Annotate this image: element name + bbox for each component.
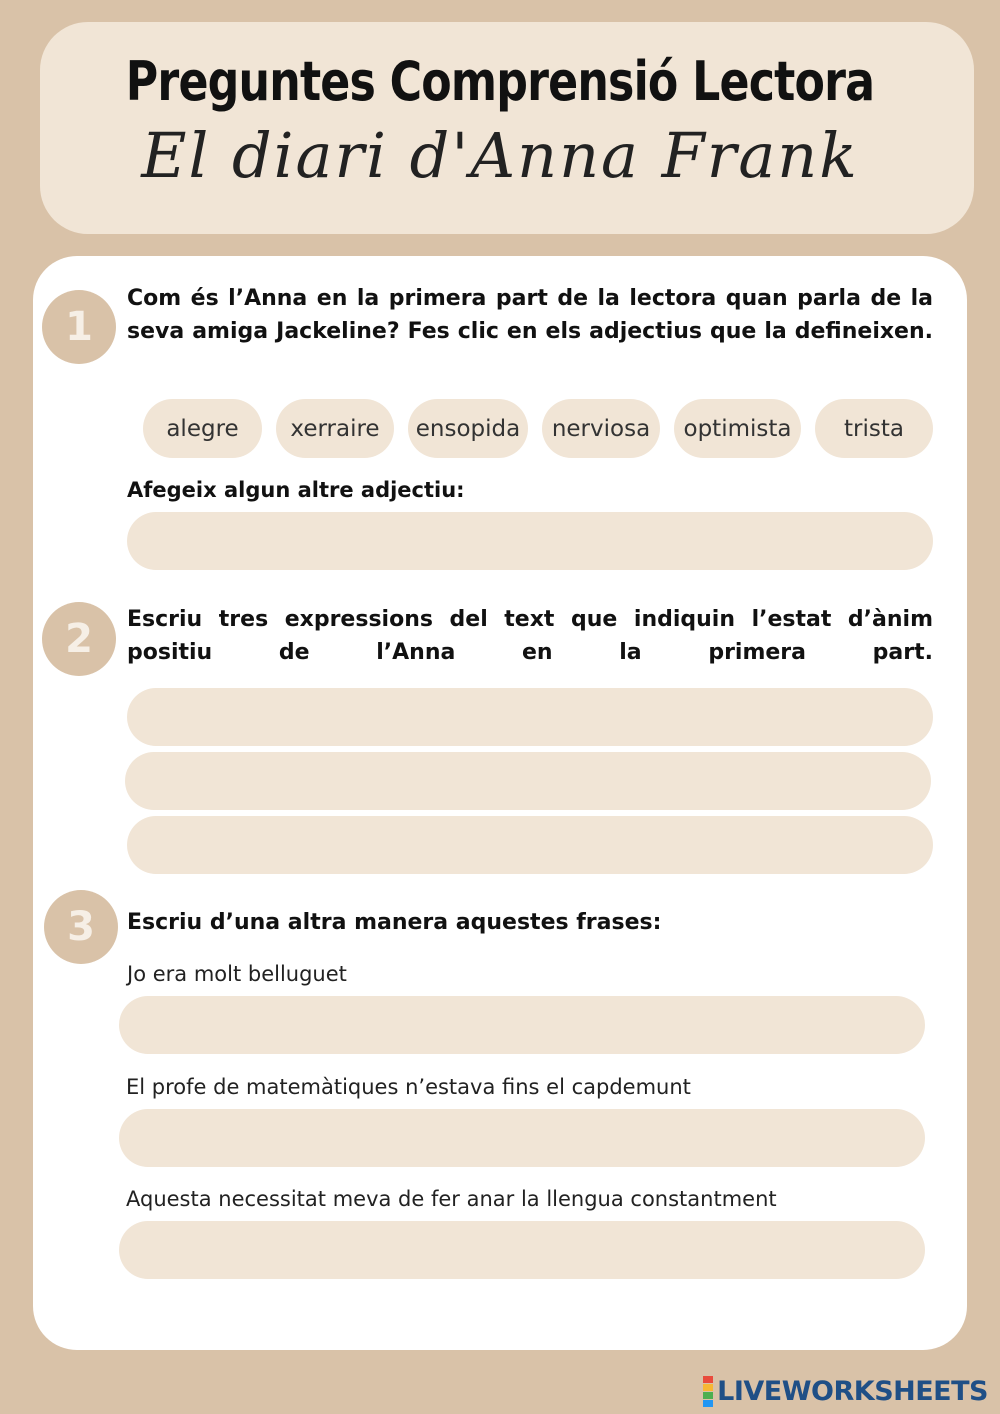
rewrite-input-3[interactable] bbox=[119, 1221, 925, 1279]
logo-block-3 bbox=[703, 1392, 713, 1399]
option-alegre[interactable]: alegre bbox=[143, 399, 262, 458]
question-2-text: Escriu tres expressions del text que indiquin l’estat d’ànim positiu de l’Anna en la primera part. bbox=[127, 607, 933, 665]
question-1-text: Com és l’Anna en la primera part de la lectora quan parla de la seva amiga Jackeline? Fes clic en els adjectius que la defineixen. bbox=[127, 286, 933, 344]
page-subtitle: El diari d'Anna Frank bbox=[141, 119, 859, 192]
option-xerraire[interactable]: xerraire bbox=[276, 399, 394, 458]
expression-input-1[interactable] bbox=[127, 688, 933, 746]
question-number-2: 2 bbox=[42, 602, 116, 676]
extra-adjective-input[interactable] bbox=[127, 512, 933, 570]
option-trista[interactable]: trista bbox=[815, 399, 933, 458]
rewrite-input-1[interactable] bbox=[119, 996, 925, 1054]
page-title: Preguntes Comprensió Lectora bbox=[125, 50, 875, 113]
sentence-1: Jo era molt belluguet bbox=[127, 962, 347, 986]
option-ensopida[interactable]: ensopida bbox=[408, 399, 528, 458]
extra-adjective-label: Afegeix algun altre adjectiu: bbox=[127, 478, 465, 502]
rewrite-input-2[interactable] bbox=[119, 1109, 925, 1167]
expression-input-3[interactable] bbox=[127, 816, 933, 874]
option-optimista[interactable]: optimista bbox=[674, 399, 801, 458]
question-3-text: Escriu d’una altra manera aquestes frases: bbox=[127, 910, 662, 935]
sentence-2: El profe de matemàtiques n’estava fins el capdemunt bbox=[126, 1075, 691, 1099]
logo-block-2 bbox=[703, 1384, 713, 1391]
logo-block-1 bbox=[703, 1376, 713, 1383]
logo-block-4 bbox=[703, 1400, 713, 1407]
liveworksheets-logo-icon bbox=[703, 1376, 713, 1407]
brand-name: LIVEWORKSHEETS bbox=[717, 1375, 988, 1407]
option-nerviosa[interactable]: nerviosa bbox=[542, 399, 660, 458]
sentence-3: Aquesta necessitat meva de fer anar la llengua constantment bbox=[126, 1187, 777, 1211]
expression-input-2[interactable] bbox=[125, 752, 931, 810]
question-number-3: 3 bbox=[44, 890, 118, 964]
liveworksheets-brand bbox=[703, 1376, 988, 1406]
question-number-1: 1 bbox=[42, 290, 116, 364]
